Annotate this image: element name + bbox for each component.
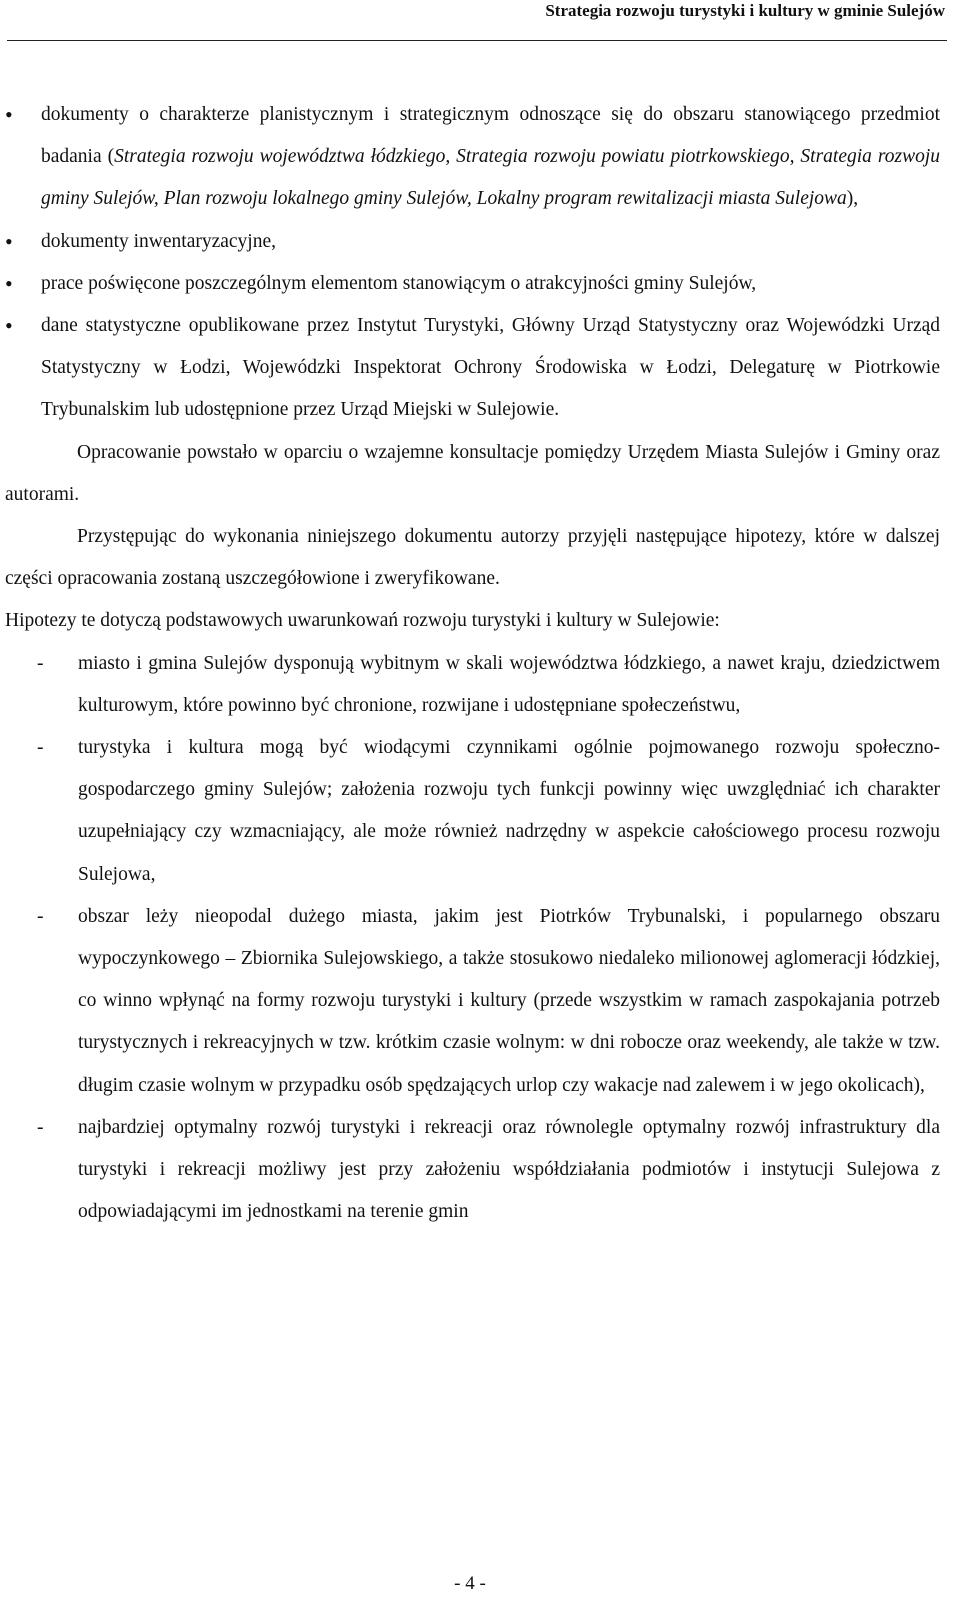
running-header-title: Strategia rozwoju turystyki i kultury w gminie Sulejów	[545, 1, 945, 20]
list-item-text: najbardziej optymalny rozwój turystyki i rekreacji oraz równolegle optymalny rozwój infrastruktury dla turystyki i rekreacji możliwy jest przy założeniu współdziałania podmiotów i instytucji Sulejowa z odpowiadającymi im jednostkami na terenie gmin	[78, 1116, 940, 1223]
bullet-icon: •	[5, 102, 13, 127]
bullet-icon: •	[5, 313, 13, 339]
dash-marker: -	[37, 652, 44, 674]
list-item-text: turystyka i kultura mogą być wiodącymi czynnikami ogólnie pojmowanego rozwoju społeczno-gospodarczego gminy Sulejów; założenia rozwoju tych funkcji powinny więc uwzględniać ich charakter uzupełniający czy wzmacniający, ale może również nadrzędny w aspekcie całościowego procesu rozwoju Sulejowa,	[78, 737, 940, 885]
bullet-icon: •	[5, 270, 13, 296]
dash-marker: -	[37, 737, 44, 759]
paragraph-hypotheses-intro: Przystępując do wykonania niniejszego dokumentu autorzy przyjęli następujące hipotezy, które w dalszej części opracowania zostaną uszczegółowione i zweryfikowane.	[5, 526, 940, 590]
list-item-text: prace poświęcone poszczególnym elementom stanowiącym o atrakcyjności gminy Sulejów,	[41, 272, 757, 294]
source-documents-list	[5, 94, 940, 432]
list-item-text: dane statystyczne opublikowane przez Instytut Turystyki, Główny Urząd Statystyczny oraz Wojewódzki Urząd Statystyczny w Łodzi, Wojewódzki Inspektorat Ochrony Środowiska w Łodzi, Delegaturę w Piotrkowie Trybunalskim lub udostępnione przez Urząd Miejski w Sulejowie.	[41, 315, 940, 421]
page-number: - 4 -	[454, 1573, 486, 1594]
list-item-italic: Strategia rozwoju województwa łódzkiego, Strategia rozwoju powiatu piotrkowskiego, Strategia rozwoju gminy Sulejów, Plan rozwoju lokalnego gminy Sulejów, Lokalny program rewitalizacji miasta Sulejowa	[41, 146, 940, 210]
dash-marker: -	[37, 1116, 44, 1138]
list-item-text: miasto i gmina Sulejów dysponują wybitnym w skali województwa łódzkiego, a nawet kraju, dziedzictwem kulturowym, które powinno być chronione, rozwijane i udostępniane społeczeństwu,	[78, 652, 940, 716]
list-item	[5, 305, 940, 432]
list-item-tail: ),	[846, 188, 859, 210]
paragraph-hypotheses-lead: Hipotezy te dotyczą podstawowych uwarunkowań rozwoju turystyki i kultury w Sulejowie:	[5, 610, 720, 632]
bullet-icon: •	[5, 228, 13, 254]
paragraph-consultations: Opracowanie powstało w oparciu o wzajemne konsultacje pomiędzy Urzędem Miasta Sulejów i Gminy oraz autorami.	[5, 441, 940, 505]
list-item	[5, 221, 940, 263]
hypotheses-list	[5, 643, 940, 1234]
dash-marker: -	[37, 905, 44, 927]
document-body	[5, 94, 940, 1233]
list-item	[5, 643, 940, 727]
list-item	[5, 263, 940, 305]
list-item	[5, 896, 940, 1107]
list-item	[5, 94, 940, 221]
list-item-text: dokumenty inwentaryzacyjne,	[41, 230, 276, 252]
list-item-text: obszar leży nieopodal dużego miasta, jakim jest Piotrków Trybunalski, i popularnego obszaru wypoczynkowego – Zbiornika Sulejowskiego, a także stosukowo niedaleko milionowej aglomeracji łódzkiej, co winno wpłynąć na formy rozwoju turystyki i kultury (przede wszystkim w ramach zaspokajania potrzeb turystycznych i rekreacyjnych w tzw. krótkim czasie wolnym: w dni robocze oraz weekendy, ale także w tzw. długim czasie wolnym w przypadku osób spędzających urlop czy wakacje nad zalewem i w jego okolicach),	[78, 905, 940, 1096]
header-divider	[7, 40, 947, 41]
list-item-lead: dokumenty o charakterze planistycznym i strategicznym odnoszące się do obszaru stanowiącego przedmiot badania (	[41, 104, 940, 168]
list-item	[5, 727, 940, 896]
list-item	[5, 1107, 940, 1234]
running-header	[0, 0, 945, 22]
